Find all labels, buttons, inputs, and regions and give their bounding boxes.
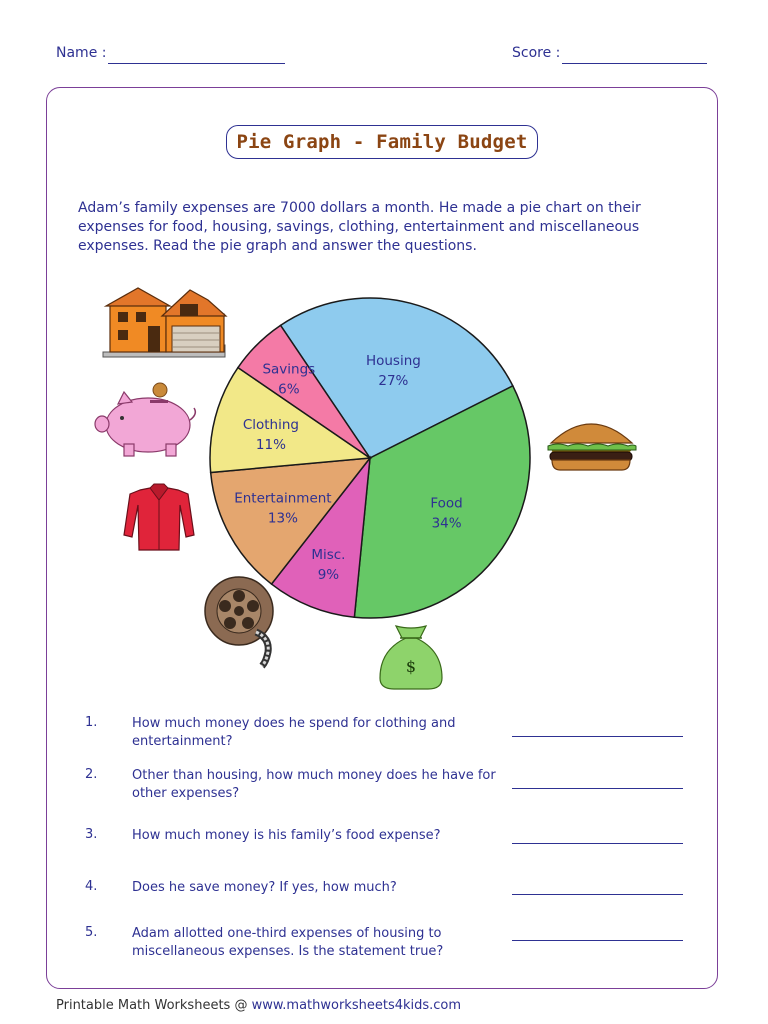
question-text: How much money does he spend for clothing and entertainment? xyxy=(132,716,456,749)
footer-link[interactable]: www.mathworksheets4kids.com xyxy=(251,998,462,1013)
money-bag-icon xyxy=(380,626,442,689)
question-number: 2. xyxy=(85,767,98,782)
name-label: Name : xyxy=(56,45,107,61)
answer-blank[interactable] xyxy=(512,843,683,844)
money-bag-symbol: $ xyxy=(405,657,417,676)
slice-label: Entertainment xyxy=(234,490,332,507)
intro-paragraph: Adam’s family expenses are 7000 dollars a month. He made a pie chart on their expenses for food, housing, savings, clothing, entertainment and miscellaneous expenses. Read the pie graph and answer the questions. xyxy=(78,200,641,254)
slice-value-label: 9% xyxy=(317,566,340,583)
piggy-bank-icon xyxy=(95,383,195,456)
slice-value-label: 13% xyxy=(267,510,298,527)
slice-value-label: 6% xyxy=(278,381,300,398)
slice-label: Clothing xyxy=(242,417,299,434)
slice-label: Food xyxy=(430,495,463,512)
question-row xyxy=(0,879,768,919)
question-number: 4. xyxy=(85,879,98,894)
answer-blank[interactable] xyxy=(512,940,683,941)
question-row xyxy=(0,827,768,867)
house-icon xyxy=(103,288,226,357)
slice-value-label: 34% xyxy=(431,515,462,532)
slice-label: Savings xyxy=(262,361,316,378)
question-text: Other than housing, how much money does he have for other expenses? xyxy=(132,768,496,801)
footer xyxy=(56,998,461,1013)
question-row xyxy=(0,715,768,755)
film-reel-icon xyxy=(205,577,273,666)
answer-blank[interactable] xyxy=(512,894,683,895)
question-number: 3. xyxy=(85,827,98,842)
slice-label: Misc. xyxy=(311,546,346,563)
question-text: Adam allotted one-third expenses of housing to miscellaneous expenses. Is the statement true? xyxy=(132,926,444,959)
question-row xyxy=(0,767,768,807)
question-text: Does he save money? If yes, how much? xyxy=(132,880,397,895)
slice-value-label: 11% xyxy=(255,437,286,454)
shirt-icon xyxy=(124,484,194,550)
question-number: 5. xyxy=(85,925,98,940)
footer-prefix: Printable Math Worksheets @ xyxy=(56,998,252,1013)
question-row xyxy=(0,925,768,965)
answer-blank[interactable] xyxy=(512,736,683,737)
page-title: Pie Graph - Family Budget xyxy=(236,131,528,153)
slice-label: Housing xyxy=(365,353,421,370)
burger-icon xyxy=(548,424,636,470)
question-text: How much money is his family’s food expense? xyxy=(132,828,441,843)
answer-blank[interactable] xyxy=(512,788,683,789)
slice-value-label: 27% xyxy=(378,373,409,390)
score-label: Score : xyxy=(512,45,561,61)
question-number: 1. xyxy=(85,715,98,730)
